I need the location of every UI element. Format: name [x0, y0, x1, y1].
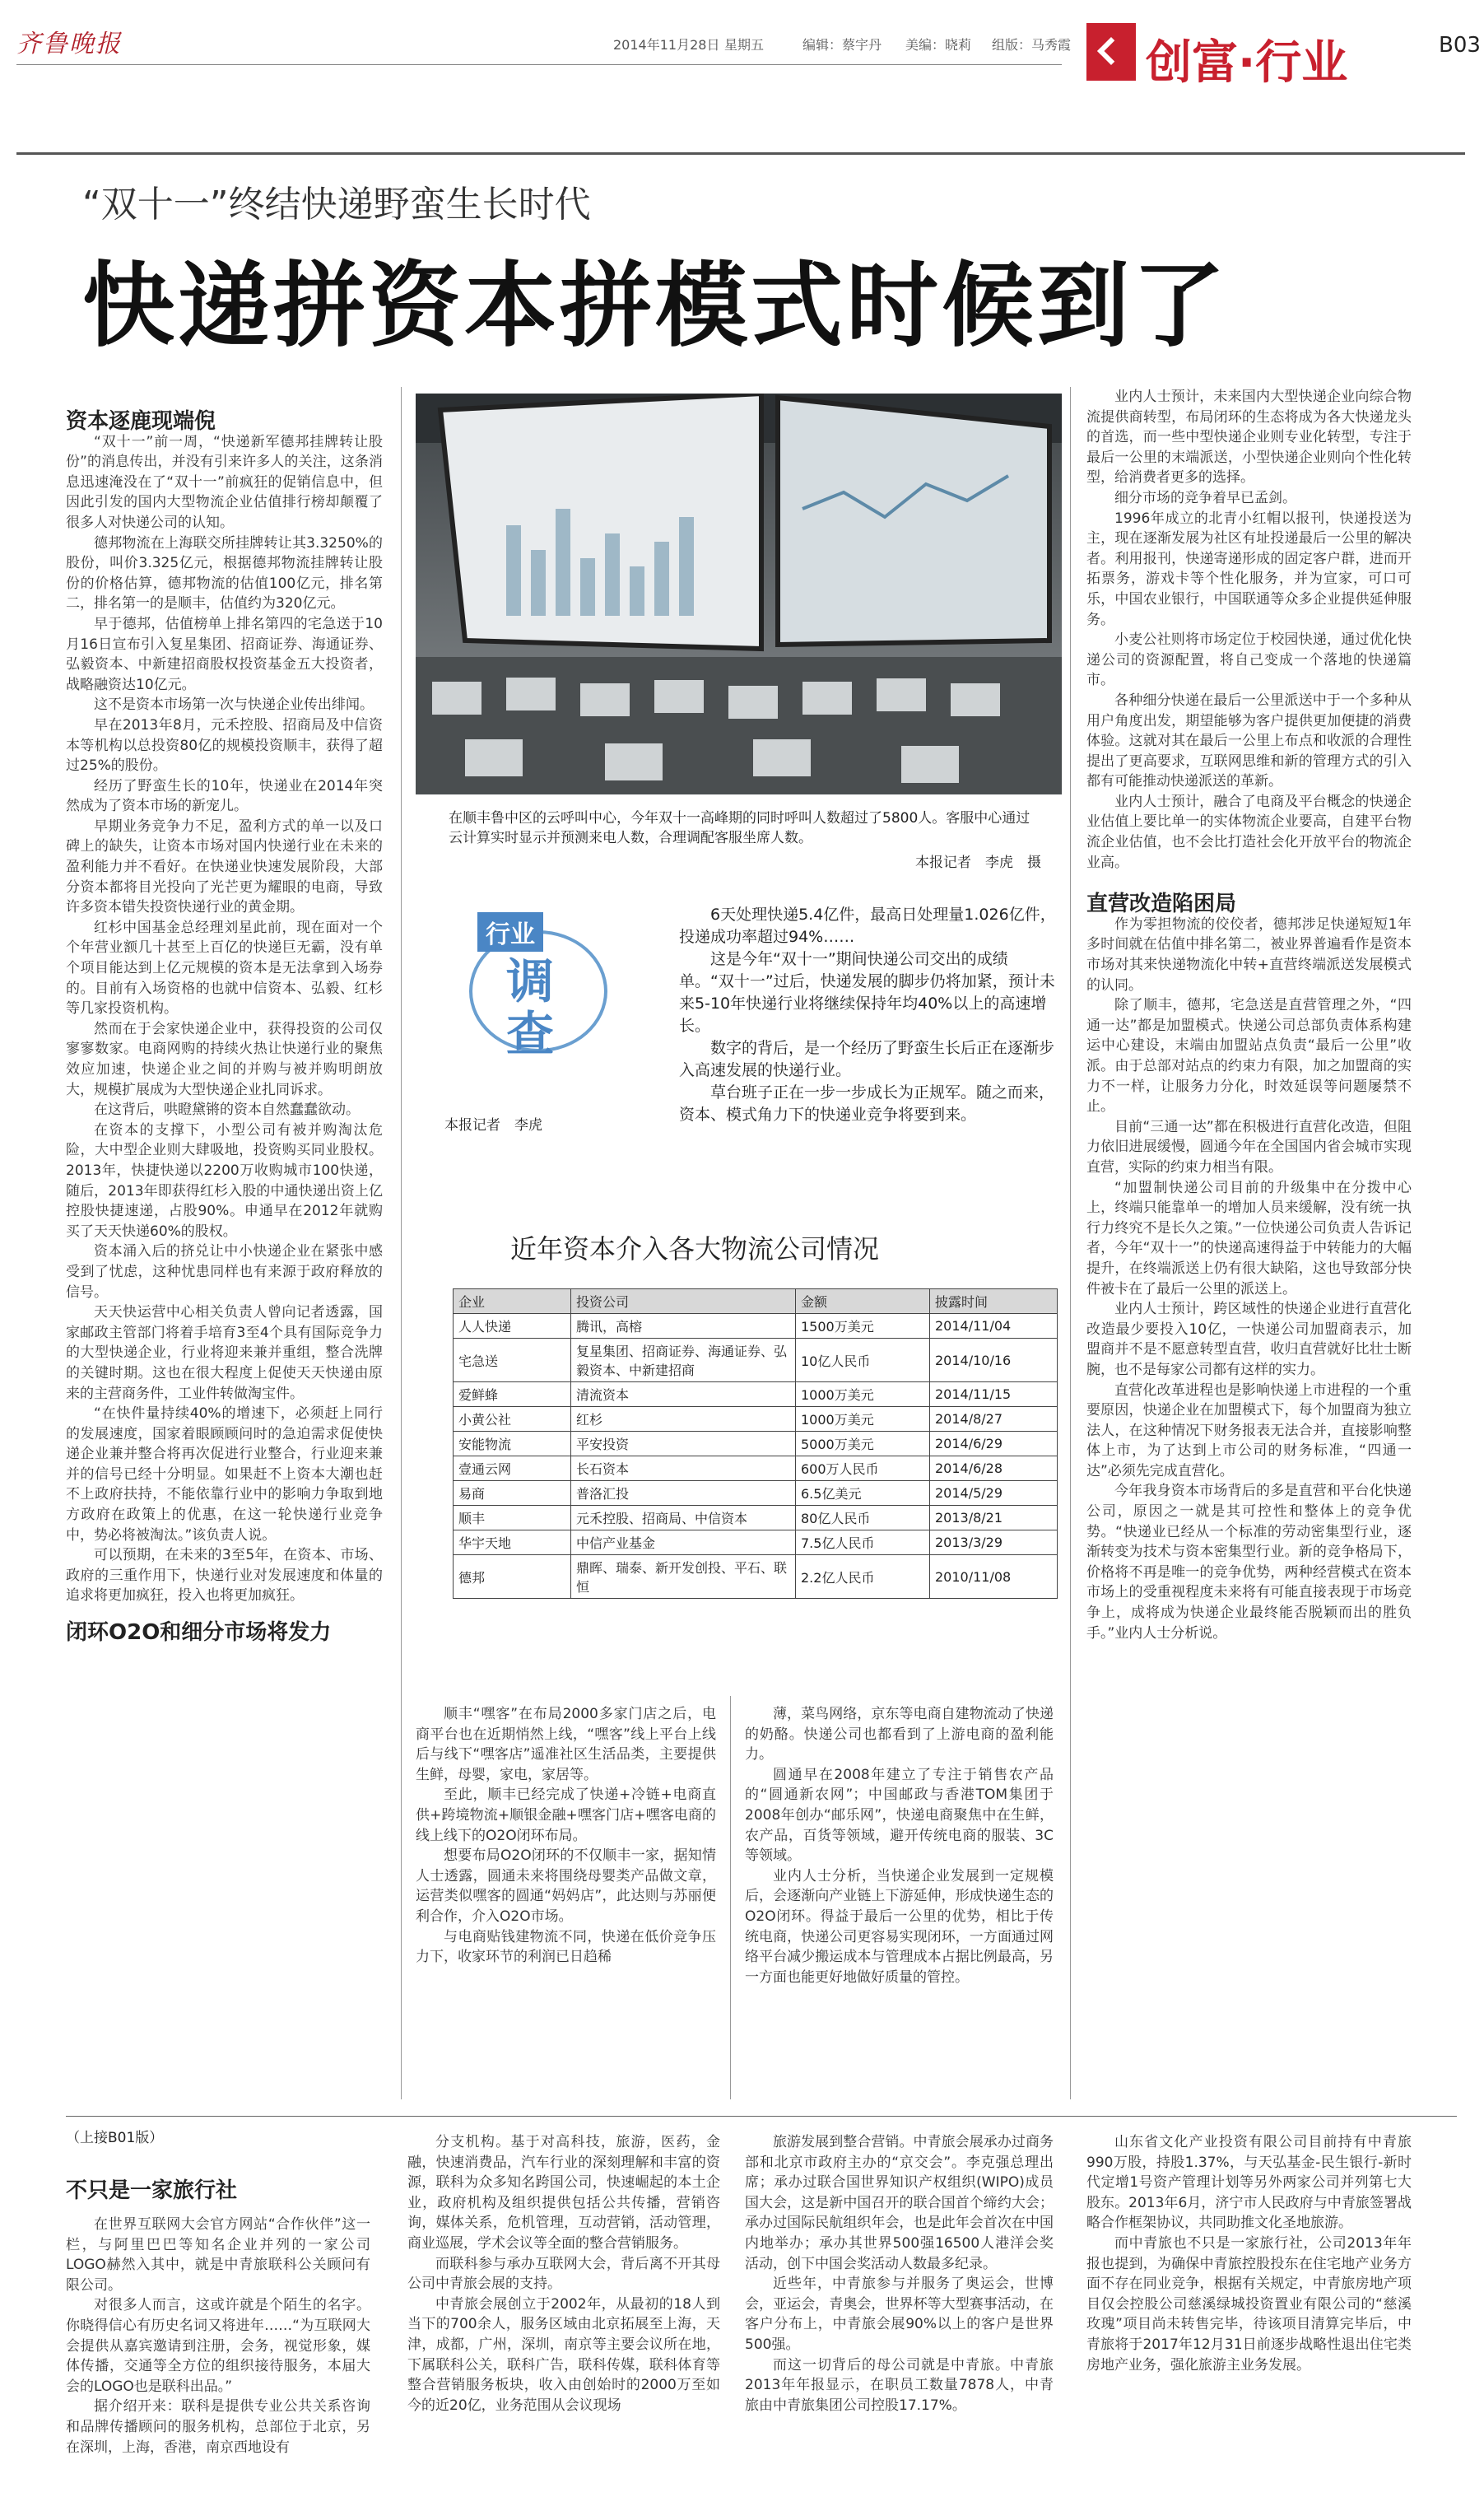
table-cell: 2.2亿人民币 [796, 1555, 930, 1599]
table-cell: 1000万美元 [796, 1407, 930, 1432]
survey-lead [679, 904, 1058, 1126]
table-cell: 2014/11/04 [930, 1314, 1058, 1339]
table-cell: 安能物流 [454, 1432, 571, 1456]
paragraph: 分支机构。基于对高科技，旅游，医药，金融，快速消费品，汽车行业的深刻理解和丰富的资源，联科为众多知名跨国公司，快速崛起的本土企业，政府机构及组织提供包括公共传播，营销咨询，媒体关系，危机管理，互动营销，活动管理，商业巡展，学术会议等全面的整合营销服务。 [407, 2134, 720, 2252]
bottom-column-2 [407, 2132, 720, 2495]
table-row [454, 1506, 1058, 1530]
table-cell: 6.5亿美元 [796, 1481, 930, 1506]
table-row [454, 1339, 1058, 1382]
table-cell: 清流资本 [571, 1382, 796, 1407]
table-cell: 2014/6/28 [930, 1456, 1058, 1481]
issue-weekday: 星期五 [724, 37, 765, 53]
paragraph: 作为零担物流的佼佼者，德邦涉足快递短短1年多时间就在估值中排名第二，被业界普遍看作是资本市场对其来快递物流化中转+直营终端派送发展模式的认同。 [1086, 915, 1412, 994]
paragraph: 至此，顺丰已经完成了快递+冷链+电商直供+跨境物流+顺银金融+嘿客门店+嘿客电商的线上线下的O2O闭环布局。 [416, 1787, 716, 1844]
table-cell: 长石资本 [571, 1456, 796, 1481]
paragraph: 这是今年“双十一”期间快递公司交出的成绩单。“双十一”过后，快递发展的脚步仍将加紧，预计未来5-10年快递行业将继续保持年均40%以上的高速增长。 [679, 950, 1055, 1035]
column-divider [1070, 387, 1071, 2099]
paragraph: 红杉中国基金总经理刘星此前，现在面对一个个年营业额几十甚至上百亿的快递巨无霸，没有单个项目能达到上亿元规模的资本是无法拿到入场券的。目前有入场资格的也就中信资本、弘毅、红杉等几家投资机构。 [66, 919, 383, 1018]
paragraph: 经历了野蛮生长的10年，快递业在2014年突然成为了资本市场的新宠儿。 [66, 777, 383, 815]
table-row [454, 1456, 1058, 1481]
column-divider [401, 387, 402, 2099]
bottom-column-1 [66, 2215, 370, 2495]
paragraph: 旅游发展到整合营销。中青旅会展承办过商务部和北京市政府主办的“京交会”。李克强总理出席；承办过联合国世界知识产权组织(WIPO)成员国大会，这是新中国召开的联合国首个缔约大会；承办过国际民航组织年会，也是此年会首次在中国内地举办；承办其世界500强16500人港洋会奖活动，创下中国会奖活动人数最多纪录。 [745, 2134, 1054, 2272]
paragraph: “双十一”前一周，“快递新军德邦挂牌转让股份”的消息传出，并没有引来许多人的关注，这条消息迅速淹没在了“双十一”前疯狂的促销信息中，但因此引发的国内大型物流企业估值排行榜却颠覆了很多人对快递公司的认知。 [66, 433, 383, 531]
table-cell: 600万人民币 [796, 1456, 930, 1481]
paragraph: 而中青旅也不只是一家旅行社，公司2013年年报也提到，为确保中青旅控股投东在住宅地产业务方面不存在同业竞争，根据有关规定，中青旅房地产项目仅会控股公司慈溪绿城投资置业有限公司的“慈溪玫瑰”项目尚未转售完毕，待该项目清算完毕后，中青旅将于2017年12月31日前逐步战略性退出住宅类房地产业务，强化旅游主业务发展。 [1086, 2234, 1412, 2374]
industry-survey-badge [461, 906, 626, 1062]
layout-credit: 组版：马秀霞 [992, 37, 1072, 53]
paragraph: 今年我身资本市场背后的多是直营和平台化快递公司，原因之一就是其可控性和整体上的竞争优势。“快递业已经从一个标准的劳动密集型行业，逐渐转变为技术与资本密集型行业。新的竞争格局下，价格将不再是唯一的竞争优势，两种经营模式在资本市场上的受重视程度未来将有可能直接表现于市场竞争上，成将成为快递企业最终能否脱颖而出的胜负手。”业内人士分析说。 [1086, 1483, 1412, 1642]
table-cell: 腾讯，高榕 [571, 1314, 796, 1339]
badge-label: 行业 [477, 912, 543, 952]
table-cell: 平安投资 [571, 1432, 796, 1456]
paragraph: 直营化改革进程也是影响快递上市进程的一个重要原因，快递企业在加盟模式下，每个加盟商为独立法人，在这种情况下财务报表无法合并，直接影响整体上市，为了达到上市公司的财务标准，“四通一达”必须先完成直营化。 [1086, 1381, 1412, 1479]
paragraph: 在这背后，哄瞪黛锵的资本自然蠢蠢欲动。 [94, 1102, 360, 1119]
table-cell: 普洛汇投 [571, 1481, 796, 1506]
paragraph: 与电商贴钱建物流不同，快递在低价竞争压力下，收家环节的利润已日趋稀 [416, 1928, 716, 1966]
table-header: 企业 [454, 1289, 571, 1314]
continued-note: （上接B01版） [66, 2130, 164, 2146]
table-cell: 7.5亿人民币 [796, 1530, 930, 1555]
table-header: 披露时间 [930, 1289, 1058, 1314]
column-divider [730, 1696, 731, 2099]
paragraph: 近些年，中青旅参与并服务了奥运会，世博会，亚运会，青奥会，世界杯等大型赛事活动，在客户分布上，中青旅会展90%以上的客户是世界500强。 [745, 2276, 1054, 2353]
editor-credit: 编辑：蔡宇丹 [802, 37, 882, 53]
paragraph: 业内人士预计，跨区域性的快递企业进行直营化改造最少要投入10亿，一快递公司加盟商表示，加盟商并不是不愿意转型直营，收归直营就好比壮士断腕，也不是每家公司都有这样的实力。 [1086, 1301, 1412, 1378]
table-cell: 易商 [454, 1481, 571, 1506]
table-row [454, 1530, 1058, 1555]
table-cell: 2013/8/21 [930, 1506, 1058, 1530]
paragraph: 小麦公社则将市场定位于校园快递，通过优化快递公司的资源配置，将自己变成一个落地的快递篇市。 [1086, 631, 1412, 689]
subheading: 资本逐鹿现端倪 [66, 409, 216, 434]
table-cell: 红杉 [571, 1407, 796, 1432]
table-cell: 人人快递 [454, 1314, 571, 1339]
paragraph: 想要布局O2O闭环的不仅顺丰一家，据知情人士透露，圆通未来将围绕母婴类产品做文章，运营类似嘿客的圆通“妈妈店”，此达则与苏丽便利合作，介入O2O市场。 [416, 1847, 716, 1925]
page-number: B03 [1439, 33, 1481, 58]
paragraph: 各种细分快递在最后一公里派送中于一个多种从用户角度出发，期望能够为客户提供更加便捷的消费体验。这就对其在最后一公里上布点和收派的合理性提出了更高要求，互联网思维和新的管理方式的引入都有可能推动快递派送的革新。 [1086, 692, 1412, 790]
reporter-credit: 本报记者 李虎 [444, 1117, 542, 1134]
paragraph: 德邦物流在上海联交所挂牌转让其3.3250%的股份，叫价3.325亿元，根据德邦物流挂牌转让股份的价格估算，德邦物流的估值100亿元，排名第二，排名第一的是顺丰，估值约为320亿元。 [66, 534, 383, 613]
table-row [454, 1382, 1058, 1407]
paragraph: “在快件量持续40%的增速下，必须赶上同行的发展速度，国家着眼顾顾问时的急迫需求促使快递企业兼并整合将再次促进行业整合，行业迎来兼并的信号已经十分明显。如果赶不上资本大潮也赶不上政府扶持，不能依靠行业中的影响力争取到地方政府在政策上的优惠，在这一轮快递行业竞争中，势必将被淘汰。”该负责人说。 [66, 1405, 383, 1544]
paragraph: 在世界互联网大会官方网站“合作伙伴”这一栏，与阿里巴巴等知名企业并列的一家公司LOGO赫然入其中，就是中青旅联科公关顾问有限公司。 [66, 2216, 370, 2294]
table-cell: 2014/11/15 [930, 1382, 1058, 1407]
column-body [66, 432, 383, 1606]
paragraph: 中青旅会展创立于2002年，从最初的18人到当下的700余人，服务区域由北京拓展至上海，天津，成都，广州，深圳，南京等主要会议所在地，下属联科公关，联科广告，联科传媒，联科体育等整合营销服务板块，收入由创始时的2000万至如今的近20亿，业务范围从会议现场 [407, 2295, 720, 2414]
subheading: 闭环O2O和细分市场将发力 [66, 1620, 332, 1646]
paragraph: 而联科参与承办互联网大会，背后离不开其母公司中青旅会展的支持。 [407, 2255, 720, 2293]
paragraph: 业内人士预计，未来国内大型快递企业向综合物流提供商转型，布局闭环的生态将成为各大快递龙头的首选，而一些中型快递企业则专业化转型，专注于最后一公里的末端派送，小型快递企业则向个性化转型，给消费者更多的选择。 [1086, 389, 1412, 487]
paragraph: 草台班子正在一步一步成长为正规军。随之而来，资本、模式角力下的快递业竞争将要到来。 [679, 1083, 1055, 1124]
table-cell: 80亿人民币 [796, 1506, 930, 1530]
table-cell: 2014/10/16 [930, 1339, 1058, 1382]
table-cell: 2010/11/08 [930, 1555, 1058, 1599]
table-cell: 2014/5/29 [930, 1481, 1058, 1506]
table-row [454, 1481, 1058, 1506]
paragraph: 目前“三通一达”都在积极进行直营化改造，但阻力依旧进展缓慢，圆通今年在全国国内省会城市实现直营，实际的约束力相当有限。 [1086, 1118, 1412, 1176]
table-cell: 爱鲜蜂 [454, 1382, 571, 1407]
newspaper-logo: 齐鲁晚报 [16, 30, 122, 58]
investment-table [453, 1288, 1058, 1599]
paragraph: 早在2013年8月，元禾控股、招商局及中信资本等机构以总投资80亿的规模投资顺丰，获得了超过25%的股份。 [66, 716, 383, 775]
paragraph: 业内人士预计，融合了电商及平台概念的快递企业估值上要比单一的实体物流企业要高，自建平台物流企业估值，也不会比打造社会化开放平台的物流企业高。 [1086, 793, 1412, 871]
table-cell: 中信产业基金 [571, 1530, 796, 1555]
table-row [454, 1314, 1058, 1339]
article-column-2 [416, 1704, 716, 2050]
table-cell: 华宇天地 [454, 1530, 571, 1555]
paragraph: 山东省文化产业投资有限公司目前持有中青旅990万股，持股1.37%，与天弘基金-民生银行-新时代定增1号资产管理计划等另外两家公司并列第七大股东。2013年6月，济宁市人民政府与中青旅签署战略合作框架协议，共同助推文化圣地旅游。 [1086, 2134, 1412, 2232]
article-column-1 [66, 409, 383, 2025]
paragraph: 圆通早在2008年建立了专注于销售农产品的“圆通新农网”；中国邮政与香港TOM集团于2008年创办“邮乐网”，快递电商聚焦中在生鲜，农产品，百货等领域，避开传统电商的服装、3C等领域。 [745, 1766, 1054, 1865]
section-header [1086, 15, 1416, 89]
table-cell: 小黄公社 [454, 1407, 571, 1432]
table-cell: 2014/6/29 [930, 1432, 1058, 1456]
paragraph: 业内人士分析，当快递企业发展到一定规模后，会逐渐向产业链上下游延伸，形成快递生态的O2O闭环。得益于最后一公里的优势，相比于传统电商，快递公司更容易实现闭环，一方面通过网络平台减少搬运成本与管理成本占据比例最高，另一方面也能更好地做好质量的管控。 [745, 1867, 1054, 1986]
masthead [16, 15, 1481, 91]
table-cell: 顺丰 [454, 1506, 571, 1530]
paragraph: 可以预期，在未来的3至5年，在资本、市场、政府的三重作用下，快递行业对发展速度和体量的追求将更加疯狂，投入也将更加疯狂。 [66, 1547, 383, 1605]
bottom-column-4 [1086, 2132, 1412, 2495]
paragraph: 而这一切背后的母公司就是中青旅。中青旅2013年年报显示，在职员工数量7878人，中青旅由中青旅集团公司控股17.17%。 [745, 2356, 1054, 2414]
paragraph: 早于德邦，估值榜单上排名第四的宅急送于10月16日宣布引入复星集团、招商证券、海通证券、弘毅资本、中新建招商股权投资基金五大投资者，战略融资达10亿元。 [66, 615, 383, 693]
paragraph: 细分市场的竞争着早已孟剑。 [1114, 489, 1296, 506]
table-cell: 元禾控股、招商局、中信资本 [571, 1506, 796, 1530]
paragraph: 除了顺丰，德邦，宅急送是直营管理之外，“四通一达”都是加盟模式。快递公司总部负责体系构建运中心建设，末端由加盟站点负责“最后一公里”收派。由于总部对站点的约束力有限，加之加盟商的实力不一样，让服务力分化，时效延误等问题屡禁不止。 [1086, 997, 1412, 1116]
paragraph: “加盟制快递公司目前的升级集中在分拨中心上，终端只能靠单一的增加人员来缓解，没有统一执行力终究不是长久之策。”一位快递公司负责人告诉记者，今年“双十一”的快递高速得益于中转能力的大幅提升，在终端派送上仍有很大缺陷，这也导致部分快件被卡在了最后一公里的派送上。 [1086, 1179, 1412, 1297]
photo-credit: 本报记者 李虎 摄 [915, 855, 1041, 871]
masthead-rule [16, 64, 1062, 65]
table-cell: 复星集团、招商证券、海通证券、弘毅资本、中新建招商 [571, 1339, 796, 1382]
paragraph: 然而在于会家快递企业中，获得投资的公司仅寥寥数家。电商网购的持续火热让快递行业的聚焦效应加速，快递企业之间的并购与被并购明朗放大，规模扩展成为大型快递企业扎同诉求。 [66, 1020, 383, 1098]
table-cell: 1500万美元 [796, 1314, 930, 1339]
table-cell: 宅急送 [454, 1339, 571, 1382]
paragraph: 早期业务竞争力不足，盈利方式的单一以及口碑上的缺失，让资本市场对国内快递行业在未来的盈利能力并不看好。在快递业快速发展阶段，大部分资本都将目光投向了光芒更为耀眼的电商，导致许多资本错失投资快递行业的黄金期。 [66, 818, 383, 916]
column-body [416, 1704, 716, 1968]
column-body [1086, 915, 1412, 1643]
paragraph: 据介绍开来：联科是提供专业公共关系咨询和品牌传播顾问的服务机构，总部位于北京，另在深圳，上海，香港，南京西地设有 [66, 2398, 370, 2456]
paragraph: 资本涌入后的挤兑让中小快递企业在紧张中感受到了忧虑，这种忧患同样也有来源于政府释放的信号。 [66, 1243, 383, 1301]
photo-caption [449, 808, 1041, 873]
column-body [745, 1704, 1054, 1987]
caption-text: 在顺丰鲁中区的云呼叫中心，今年双十一高峰期的同时呼叫人数超过了5800人。客服中心通过云计算实时显示并预测来电人数，合理调配客服坐席人数。 [449, 810, 1030, 846]
issue-date: 2014年11月28日 [613, 37, 720, 53]
table-cell: 壹通云网 [454, 1456, 571, 1481]
paragraph: 对很多人而言，这或许就是个陌生的名字。你晓得信心有历史名词又将进年……“为互联网大会提供从嘉宾邀请到注册，会务，视觉形象，媒体传播，交通等全方位的组织接待服务，本届大会的LOGO也是联科出品。” [66, 2297, 370, 2395]
bottom-article-title: 不只是一家旅行社 [66, 2178, 238, 2203]
section-name: 创富·行业 [1146, 36, 1348, 90]
table-row [454, 1432, 1058, 1456]
headline: 快递拼资本拼模式时候到了 [82, 253, 1228, 360]
news-photo [416, 394, 1062, 794]
column-body [1086, 387, 1412, 873]
table-cell: 5000万美元 [796, 1432, 930, 1456]
bottom-rule [66, 2116, 1457, 2117]
table-row [454, 1555, 1058, 1599]
survey-paragraphs [679, 904, 1058, 1126]
table-cell: 2014/8/27 [930, 1407, 1058, 1432]
table-header: 投资公司 [571, 1289, 796, 1314]
paragraph: 顺丰“嘿客”在布局2000多家门店之后，电商平台也在近期悄然上线，“嘿客”线上平台上线后与线下“嘿客店”遥准社区生活品类，主要提供生鲜，母婴，家电，家居等。 [416, 1706, 716, 1783]
article-column-3 [745, 1704, 1054, 2050]
paragraph: 6天处理快递5.4亿件，最高日处理量1.026亿件，投递成功率超过94%…… [679, 906, 1056, 946]
table-cell: 鼎晖、瑞泰、新开发创投、平石、联恒 [571, 1555, 796, 1599]
header-rule [16, 152, 1465, 155]
table-cell: 1000万美元 [796, 1382, 930, 1407]
paragraph: 1996年成立的北青小红帽以报刊，快递投送为主，现在逐渐发展为社区有址投递最后一公里的解决者。利用报刊，快递寄递形成的固定客户群，进而开拓票务，游戏卡等个性化服务，并为宣家，可口可乐，中国农业银行，中国联通等众多企业提供延伸服务。 [1086, 510, 1412, 628]
badge-title: 调查 [506, 953, 555, 1062]
art-credit: 美编：晓莉 [905, 37, 972, 53]
section-chevron-icon [1086, 23, 1136, 81]
paragraph: 薄，菜鸟网络，京东等电商自建物流动了快递的奶酪。快递公司也都看到了上游电商的盈利能力。 [745, 1706, 1054, 1763]
table-cell: 德邦 [454, 1555, 571, 1599]
subheading: 直营改造陷困局 [1086, 892, 1237, 917]
table-row [454, 1407, 1058, 1432]
headline-kicker: “双十一”终结快递野蛮生长时代 [82, 184, 591, 226]
paragraph: 数字的背后，是一个经历了野蛮生长后正在逐渐步入高速发展的快递行业。 [679, 1039, 1055, 1079]
table-cell: 10亿人民币 [796, 1339, 930, 1382]
table-title: 近年资本介入各大物流公司情况 [510, 1233, 880, 1265]
paragraph: 天天快运营中心相关负责人曾向记者透露，国家邮政主管部门将着手培育3至4个具有国际竞争力的大型快递企业，行业将迎来兼并重组，整合洗牌的关键时期。这也在很大程度上促使天天快递由原来的主营商务件，工业件转做淘宝件。 [66, 1304, 383, 1402]
article-column-4 [1086, 387, 1412, 2058]
paragraph: 在资本的支撑下，小型公司有被并购淘汰危险，大中型企业则大肆吸地，投资购买同业股权。2013年，快捷快递以2200万收购城市100快递，随后，2013年即获得红杉入股的中通快递出资上亿控股快捷速递，占股90%。申通早在2012年就购买了天天快递60%的股权。 [66, 1121, 383, 1240]
table-header-row [454, 1289, 1058, 1314]
table-header: 金额 [796, 1289, 930, 1314]
paragraph: 这不是资本市场第一次与快递企业传出绯闻。 [94, 696, 374, 714]
table-cell: 2013/3/29 [930, 1530, 1058, 1555]
call-center-photo [416, 394, 1062, 794]
bottom-column-3 [745, 2132, 1054, 2495]
